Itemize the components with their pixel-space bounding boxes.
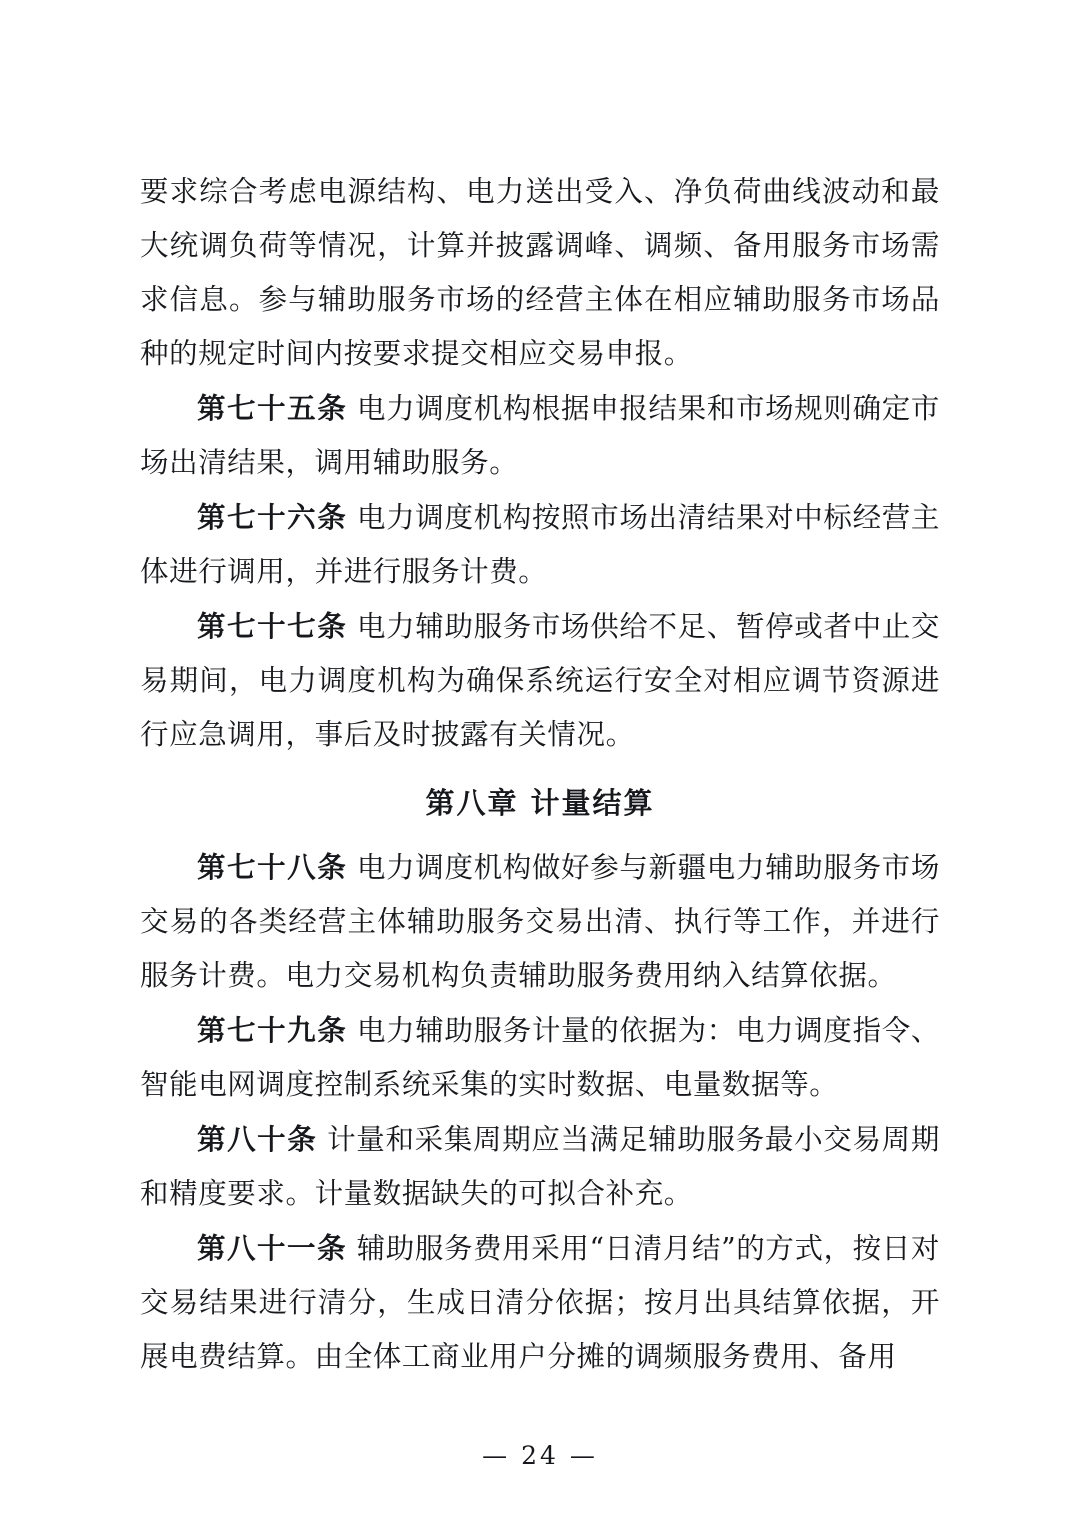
article-text: 电力调度机构根据申报结果和市场规则确定市场出清结果，调用辅助服务。	[140, 392, 940, 479]
document-body	[140, 165, 940, 1384]
article-text: 电力调度机构按照市场出清结果对中标经营主体进行调用，并进行服务计费。	[140, 501, 940, 588]
chapter-heading: 第八章 计量结算	[425, 786, 655, 820]
article-label: 第七十八条	[197, 850, 348, 884]
article-label: 第八十条	[197, 1122, 318, 1156]
article-81	[140, 1221, 940, 1384]
article-76	[140, 490, 940, 599]
article-77	[140, 599, 940, 762]
article-text: 电力辅助服务市场供给不足、暂停或者中止交易期间，电力调度机构为确保系统运行安全对相应调节资源进行应急调用，事后及时披露有关情况。	[140, 610, 940, 751]
article-text: 电力辅助服务计量的依据为：电力调度指令、智能电网调度控制系统采集的实时数据、电量数据等。	[140, 1014, 940, 1101]
article-label: 第七十九条	[197, 1013, 348, 1047]
article-text: 辅助服务费用采用“日清月结”的方式，按日对交易结果进行清分，生成日清分依据；按月出具结算依据，开展电费结算。由全体工商业用户分摊的调频服务费用、备用	[140, 1232, 940, 1373]
article-78	[140, 840, 940, 1003]
article-text: 计量和采集周期应当满足辅助服务最小交易周期和精度要求。计量数据缺失的可拟合补充。	[140, 1123, 940, 1210]
paragraph-text: 要求综合考虑电源结构、电力送出受入、净负荷曲线波动和最大统调负荷等情况，计算并披露调峰、调频、备用服务市场需求信息。参与辅助服务市场的经营主体在相应辅助服务市场品种的规定时间内按要求提交相应交易申报。	[140, 175, 940, 370]
article-text: 电力调度机构做好参与新疆电力辅助服务市场交易的各类经营主体辅助服务交易出清、执行等工作，并进行服务计费。电力交易机构负责辅助服务费用纳入结算依据。	[140, 851, 940, 992]
article-label: 第七十七条	[197, 609, 348, 643]
page-number: — 24 —	[482, 1441, 598, 1470]
paragraph-continuation	[140, 165, 940, 381]
article-75	[140, 381, 940, 490]
article-label: 第七十六条	[197, 500, 348, 534]
article-label: 第八十一条	[197, 1231, 348, 1265]
article-label: 第七十五条	[197, 391, 348, 425]
article-79	[140, 1003, 940, 1112]
article-80	[140, 1112, 940, 1221]
